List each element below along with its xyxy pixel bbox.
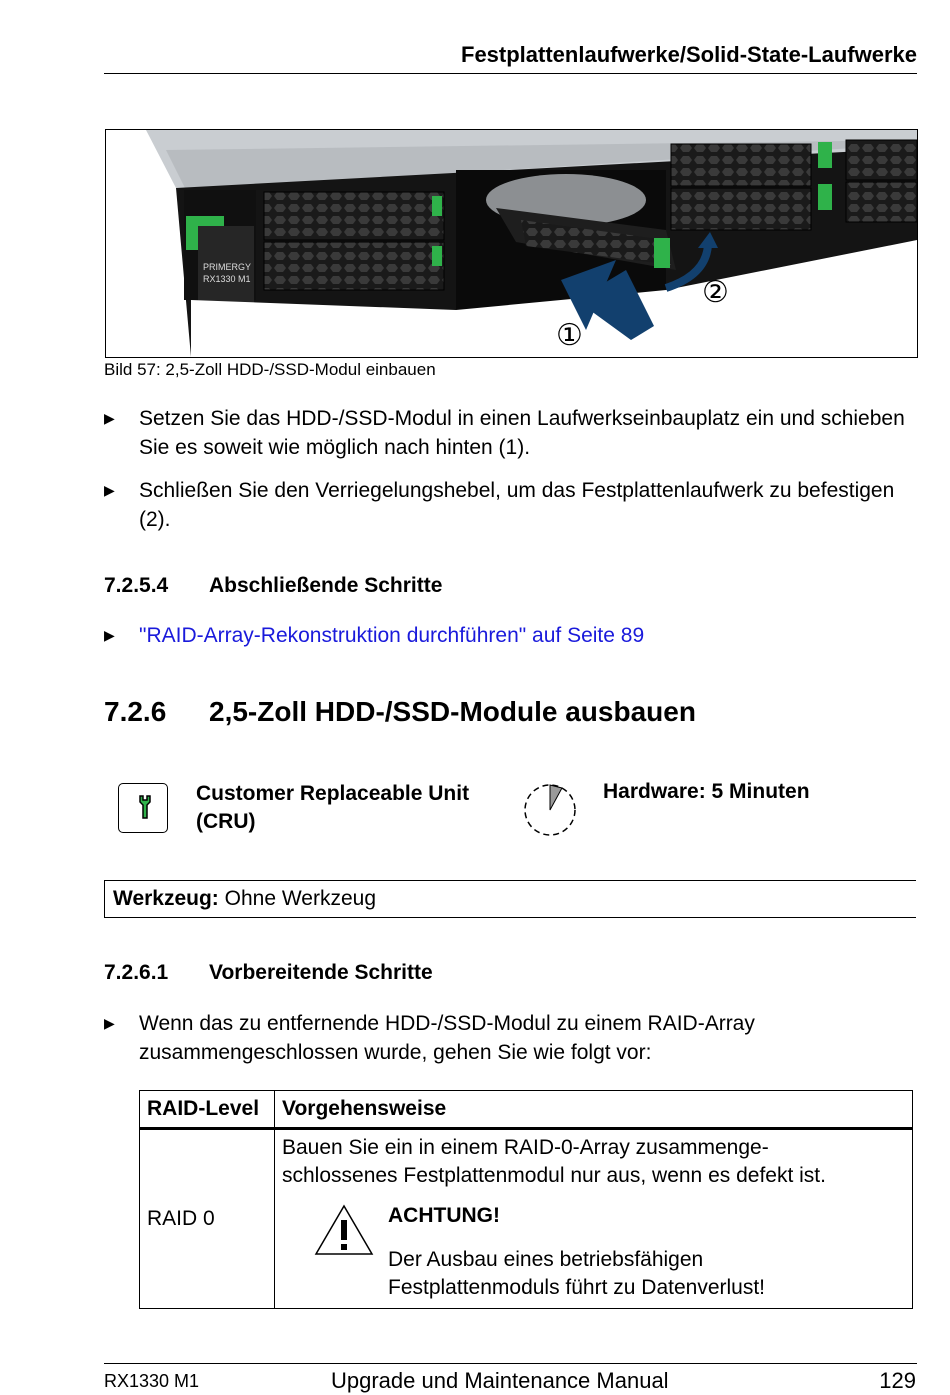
- bullet-triangle-icon: ▶: [104, 410, 115, 426]
- warning-triangle-icon: [314, 1204, 374, 1256]
- server-label-line2: RX1330 M1: [203, 274, 251, 284]
- bullet-triangle-icon: ▶: [104, 1015, 115, 1031]
- section-heading-7254: 7.2.5.4 Abschließende Schritte: [104, 574, 443, 597]
- list-item: ▶ Setzen Sie das HDD-/SSD-Modul in einen Laufwerkseinbauplatz ein und schieben Sie es soweit wie möglich nach hinten (1).: [104, 404, 916, 462]
- figure-caption: Bild 57: 2,5-Zoll HDD-/SSD-Modul einbauen: [104, 360, 436, 379]
- callout-2: ②: [702, 275, 729, 310]
- drive-bay: [264, 242, 444, 290]
- raid-level-cell: RAID 0: [140, 1129, 275, 1309]
- list-item: [104, 621, 916, 650]
- footer-manual-title: Upgrade und Maintenance Manual: [331, 1368, 669, 1393]
- drive-bay: [671, 144, 811, 186]
- clock-icon: [522, 781, 578, 842]
- list-item: ▶ Wenn das zu entfernende HDD-/SSD-Modul zu einem RAID-Array zusammengeschlossen wurde, gehen Sie wie folgt vor:: [104, 1009, 916, 1067]
- cru-label: Customer Replaceable Unit (CRU): [196, 782, 470, 833]
- tools-box: Werkzeug: Ohne Werkzeug: [104, 880, 916, 918]
- page-number: 129: [879, 1368, 916, 1393]
- column-header: Vorgehensweise: [275, 1091, 913, 1129]
- raid-table: [139, 1090, 913, 1309]
- list-item: ▶ Schließen Sie den Verriegelungshebel, um das Festplattenlaufwerk zu befestigen (2).: [104, 476, 916, 534]
- footer-rule: [104, 1363, 917, 1364]
- table-row: [140, 1129, 913, 1309]
- figure-hdd-install: [105, 129, 918, 358]
- table-header-row: [140, 1091, 913, 1129]
- column-header: RAID-Level: [140, 1091, 275, 1129]
- running-header: Festplattenlaufwerke/Solid-State-Laufwerke: [461, 42, 917, 67]
- callout-1: ①: [556, 318, 583, 353]
- hardware-time: Hardware: 5 Minuten: [603, 780, 810, 803]
- section-heading-726: 7.2.6 2,5-Zoll HDD-/SSD-Module ausbauen: [104, 696, 696, 727]
- cru-wrench-icon: [118, 783, 168, 833]
- server-label-line1: PRIMERGY: [203, 262, 252, 272]
- raid-rebuild-link[interactable]: "RAID-Array-Rekonstruktion durchführen" auf Seite 89: [139, 624, 645, 647]
- footer-model: RX1330 M1: [104, 1371, 200, 1391]
- bullet-triangle-icon: ▶: [104, 482, 115, 498]
- bullet-triangle-icon: ▶: [104, 627, 115, 643]
- drive-bay: [264, 192, 444, 240]
- warning-block: ACHTUNG! Der Ausbau eines betriebsfähigen Festplattenmoduls führt zu Datenverlust!: [282, 1190, 905, 1304]
- section-heading-7261: 7.2.6.1 Vorbereitende Schritte: [104, 961, 433, 984]
- server-illustration: [106, 130, 917, 357]
- procedure-cell: Bauen Sie ein in einem RAID-0-Array zusammenge- schlossenes Festplattenmodul nur aus, wenn es defekt ist. ACHTUNG! Der Ausbau eines betriebsfähigen Festplattenmoduls führt zu Datenverlust!: [275, 1129, 913, 1309]
- drive-lever-green: [654, 238, 670, 268]
- drive-bay: [671, 188, 811, 230]
- header-rule: [104, 73, 917, 74]
